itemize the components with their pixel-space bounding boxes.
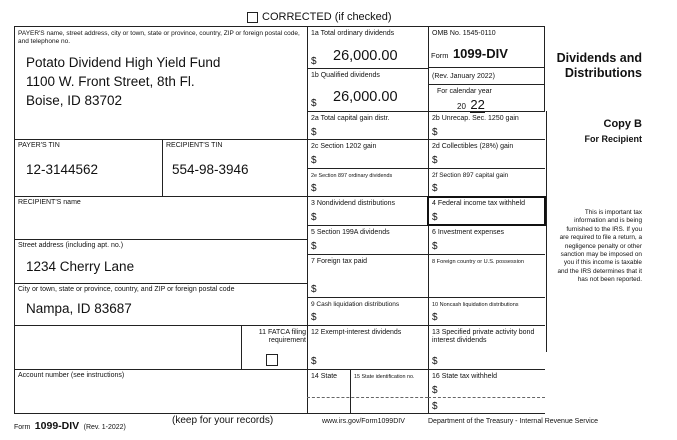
box6-label: 6 Investment expenses — [432, 229, 504, 236]
hline-fatca-bottom — [14, 369, 307, 370]
box6-dollar: $ — [432, 241, 438, 252]
box2a-dollar: $ — [311, 127, 317, 138]
recipient-street-label: Street address (including apt. no.) — [18, 242, 124, 249]
box7-dollar: $ — [311, 284, 317, 295]
copy-b: Copy B — [603, 118, 642, 130]
for-recipient: For Recipient — [584, 134, 642, 144]
top-border — [14, 26, 545, 27]
footer-keep: (keep for your records) — [172, 415, 274, 426]
year-suffix: 22 — [470, 97, 485, 112]
box1b-dollar: $ — [311, 98, 317, 109]
box12-label: 12 Exempt-interest dividends — [311, 329, 402, 336]
year-prefix: 20 — [457, 102, 466, 111]
box13-dollar: $ — [432, 356, 438, 367]
recipient-notice: This is important tax information and is being furnished to the IRS. If you are required to file a return, a negligence penalty or other sanction may be imposed on you if this income is taxable and the IRS determines that it has not been reported. — [557, 209, 642, 284]
box2b-label: 2b Unrecap. Sec. 1250 gain — [432, 115, 519, 122]
box2c-dollar: $ — [311, 155, 317, 166]
dash-16a — [428, 397, 545, 399]
form-prefix: Form — [431, 51, 449, 60]
hline-7 — [307, 297, 545, 298]
box9-dollar: $ — [311, 312, 317, 323]
vline-tin — [162, 139, 163, 196]
form-rev: (Rev. January 2022) — [432, 73, 495, 80]
hline-payer-bottom — [14, 139, 307, 140]
box1a-label: 1a Total ordinary dividends — [311, 30, 395, 37]
form-title-line2: Distributions — [564, 66, 642, 80]
divider-right-panel — [546, 111, 547, 352]
recipient-city-label: City or town, state or province, country, and ZIP or foreign postal code — [18, 286, 235, 293]
footer-form-name: 1099-DIV — [34, 420, 80, 432]
box14-label: 14 State — [311, 373, 338, 380]
box2b-dollar: $ — [432, 127, 438, 138]
form-title — [544, 51, 642, 81]
box2e-dollar: $ — [311, 183, 317, 194]
payer-city: Boise, ID 83702 — [26, 93, 123, 108]
box8-label: 8 Foreign country or U.S. possession — [432, 259, 525, 265]
footer-form-prefix: Form — [14, 424, 31, 431]
footer-url: www.irs.gov/Form1099DIV — [322, 418, 405, 425]
fatca-checkbox[interactable] — [266, 354, 278, 366]
hline-2a — [307, 139, 545, 140]
vline-fatca — [241, 325, 242, 369]
vline-14 — [350, 369, 351, 413]
dash-14a — [307, 397, 428, 399]
corrected-label: CORRECTED (if checked) — [262, 11, 392, 23]
box2a-label: 2a Total capital gain distr. — [311, 115, 390, 122]
recipient-tin-label: RECIPIENT'S TIN — [166, 142, 223, 149]
payer-tin-label: PAYER'S TIN — [18, 142, 60, 149]
payer-street: 1100 W. Front Street, 8th Fl. — [26, 74, 195, 89]
box4-dollar: $ — [432, 212, 438, 223]
box12-dollar: $ — [311, 356, 317, 367]
box15-label: 15 State identification no. — [354, 374, 415, 380]
box13-label: 13 Specified private activity bond interest dividends — [432, 329, 535, 344]
fatca-label: 11 FATCA filing requirement — [258, 329, 306, 344]
hline-form — [428, 67, 544, 68]
hline-2c — [307, 168, 545, 169]
hline-city-bottom — [14, 325, 307, 326]
footer-form-id — [14, 416, 126, 434]
box5-label: 5 Section 199A dividends — [311, 229, 390, 236]
box5-dollar: $ — [311, 241, 317, 252]
recipient-street: 1234 Cherry Lane — [26, 259, 135, 274]
hline-tin-bottom — [14, 196, 307, 197]
box16-dollar-1: $ — [432, 385, 438, 396]
bottom-border — [14, 413, 545, 414]
box2f-label: 2f Section 897 capital gain — [432, 172, 509, 179]
hline-name-bottom — [14, 239, 307, 240]
calendar-year-label: For calendar year — [437, 88, 492, 95]
box3-label: 3 Nondividend distributions — [311, 200, 396, 207]
form-title-line1: Dividends and — [556, 51, 642, 65]
footer-dept: Department of the Treasury - Internal Revenue Service — [428, 418, 599, 425]
box16-label: 16 State tax withheld — [432, 373, 497, 380]
box1a-dollar: $ — [311, 56, 317, 67]
box1a-value: 26,000.00 — [333, 48, 398, 64]
form-name: 1099-DIV — [452, 46, 508, 61]
box2d-dollar: $ — [432, 155, 438, 166]
box2e-label: 2e Section 897 ordinary dividends — [311, 173, 393, 179]
payer-name: Potato Dividend High Yield Fund — [26, 55, 221, 70]
hline-street-bottom — [14, 283, 307, 284]
hline-1b — [307, 111, 545, 112]
left-border — [14, 26, 15, 413]
recipient-name-label: RECIPIENT'S name — [18, 199, 81, 206]
box2c-label: 2c Section 1202 gain — [311, 143, 377, 150]
corrected-checkbox[interactable] — [247, 12, 258, 23]
payer-label: PAYER'S name, street address, city or town, state or province, country, ZIP or foreign postal code, and telephone no. — [18, 30, 300, 45]
box1b-value: 26,000.00 — [333, 89, 398, 105]
hline-1a — [307, 68, 428, 69]
box16-dollar-2: $ — [432, 401, 438, 412]
recipient-tin: 554-98-3946 — [172, 162, 249, 177]
payer-tin: 12-3144562 — [26, 162, 99, 177]
account-label: Account number (see instructions) — [18, 372, 125, 379]
hline-5 — [307, 254, 545, 255]
box1b-label: 1b Qualified dividends — [311, 72, 380, 79]
box10-label: 10 Noncash liquidation distributions — [432, 302, 519, 308]
box7-label: 7 Foreign tax paid — [311, 258, 368, 265]
box3-dollar: $ — [311, 212, 317, 223]
form-id — [431, 45, 508, 63]
box4-label: 4 Federal income tax withheld — [432, 200, 525, 207]
box9-label: 9 Cash liquidation distributions — [311, 301, 400, 308]
box10-dollar: $ — [432, 312, 438, 323]
hline-12 — [307, 369, 545, 370]
box2d-label: 2d Collectibles (28%) gain — [432, 143, 514, 150]
footer-rev: (Rev. 1-2022) — [83, 424, 126, 431]
hline-rev — [428, 84, 544, 85]
hline-9 — [307, 325, 545, 326]
box2f-dollar: $ — [432, 183, 438, 194]
recipient-city: Nampa, ID 83687 — [26, 301, 132, 316]
omb-number: OMB No. 1545-0110 — [432, 30, 496, 37]
calendar-year — [457, 96, 485, 114]
divider-left-main — [307, 26, 308, 413]
